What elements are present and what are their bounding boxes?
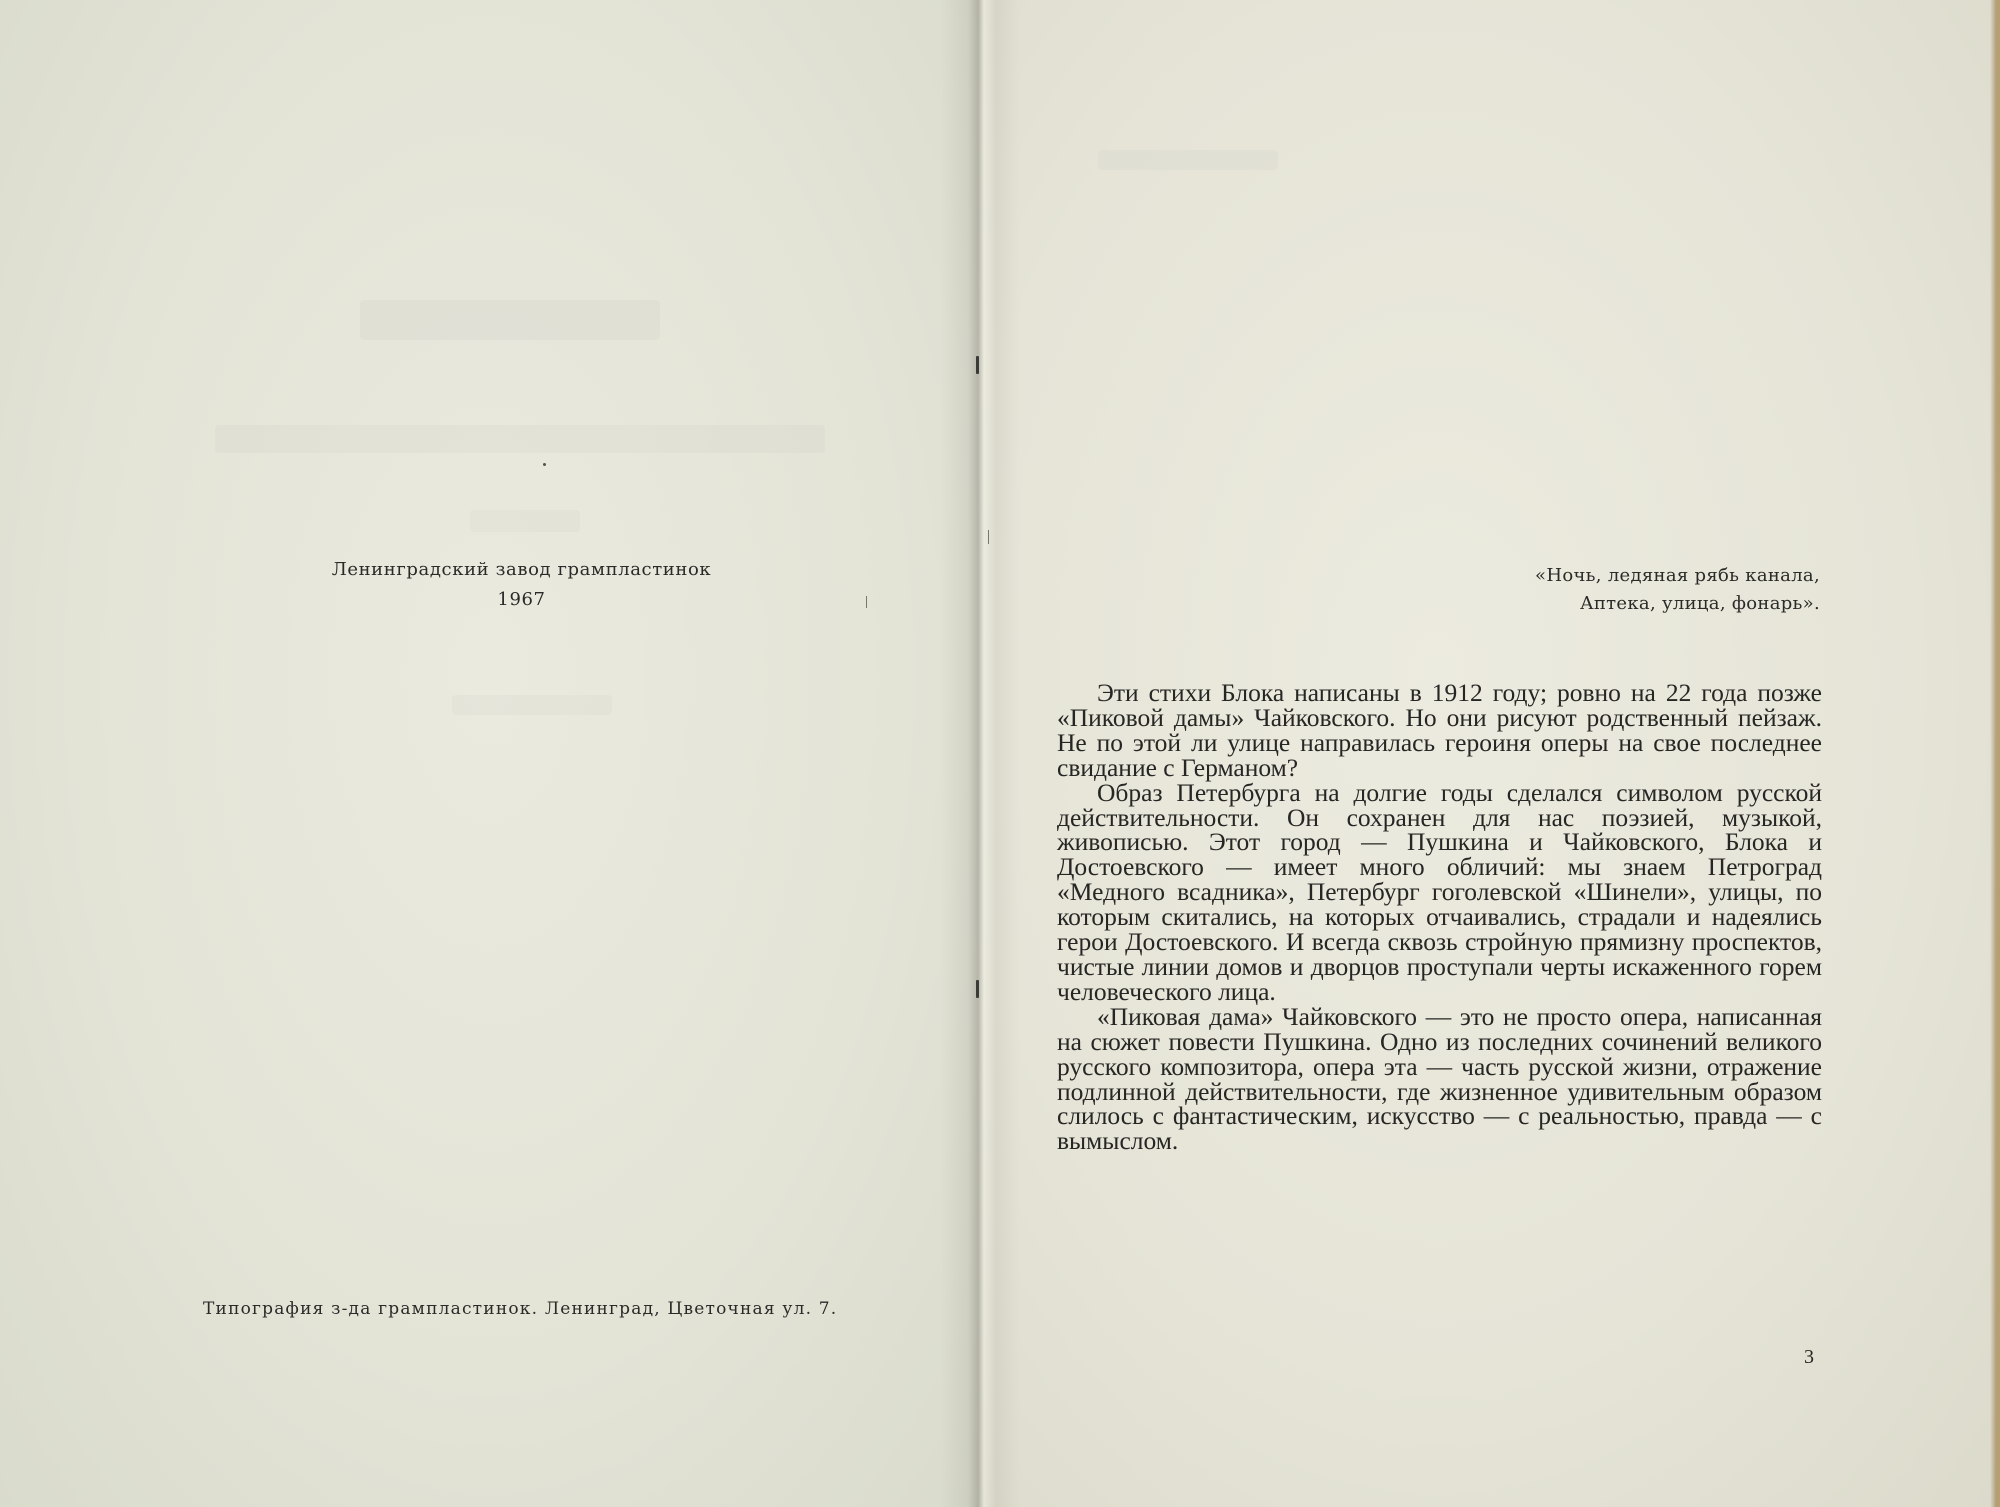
staple bbox=[976, 356, 979, 374]
body-text bbox=[1057, 678, 1822, 1156]
publisher-name: Ленинградский завод грампластинок bbox=[331, 559, 712, 580]
show-through-ghost bbox=[1098, 150, 1278, 170]
epigraph-line: «Ночь, ледяная рябь канала, bbox=[1535, 565, 1820, 586]
epigraph-line: Аптека, улица, фонарь». bbox=[1579, 593, 1820, 614]
paragraph: «Пиковая дама» Чайковского — это не просто опера, написанная на сюжет повести Пушкина. Одно из последних сочинений великого русского композитора, опера эта — часть русской жизни, отражение подлинной действительности, где жизненное удивительным образом слилось с фантастическим, искусство — с реальностью, правда — с вымыслом. bbox=[1057, 1001, 1822, 1156]
epigraph bbox=[1300, 562, 1820, 618]
typography-imprint: Типография з-да грампластинок. Ленинград, Цветочная ул. 7. bbox=[203, 1299, 838, 1319]
speck bbox=[543, 463, 546, 466]
page-edge bbox=[1990, 0, 2000, 1507]
show-through-ghost bbox=[452, 695, 612, 715]
speck bbox=[866, 596, 867, 608]
paragraph: Эти стихи Блока написаны в 1912 году; ровно на 22 года позже «Пиковой дамы» Чайковского. Но они рисуют родственный пейзаж. Не по этой ли улице направилась героиня оперы на свое последнее свидание с Германом? bbox=[1057, 678, 1822, 782]
staple bbox=[976, 980, 979, 998]
paragraph: Образ Петербурга на долгие годы сделался символом русской действительности. Он сохранен для нас поэзией, музыкой, живописью. Этот город — Пушкина и Чайковского, Блока и Достоевского — имеет много обличий: мы знаем Петроград «Медного всадника», Петербург гоголевской «Шинели», улицы, по которым скитались, на которых отчаивались, страдали и надеялись герои Достоевского. И всегда сквозь стройную прямизну проспектов, чистые линии домов и дворцов проступали черты искаженного горем человеческого лица. bbox=[1057, 777, 1822, 1006]
show-through-ghost bbox=[470, 510, 580, 532]
publication-year: 1967 bbox=[497, 589, 546, 610]
page-number: 3 bbox=[1804, 1346, 1814, 1368]
book-gutter bbox=[940, 0, 1020, 1507]
show-through-ghost bbox=[215, 425, 825, 453]
right-page bbox=[978, 0, 2000, 1507]
left-page bbox=[0, 0, 978, 1507]
publisher-block bbox=[329, 555, 714, 615]
show-through-ghost bbox=[360, 300, 660, 340]
speck bbox=[988, 530, 989, 544]
